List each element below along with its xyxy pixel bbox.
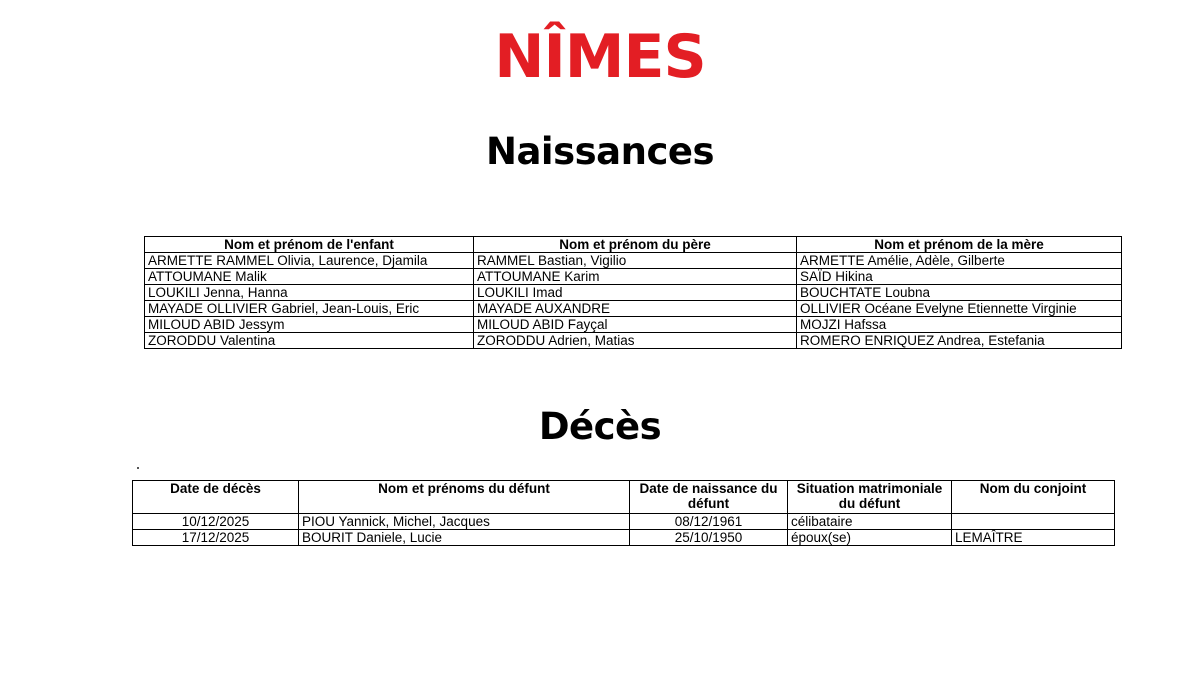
mother-name-cell: OLLIVIER Océane Evelyne Etiennette Virginie	[797, 301, 1122, 317]
father-name-cell: ZORODDU Adrien, Matias	[474, 333, 797, 349]
table-row	[145, 285, 1122, 301]
deaths-col-marital: Situation matrimoniale du défunt	[788, 481, 952, 514]
births-table	[144, 236, 1122, 349]
table-row	[145, 317, 1122, 333]
child-name-cell: LOUKILI Jenna, Hanna	[145, 285, 474, 301]
births-col-child: Nom et prénom de l'enfant	[145, 237, 474, 253]
mother-name-cell: ROMERO ENRIQUEZ Andrea, Estefania	[797, 333, 1122, 349]
births-section-title: Naissances	[485, 130, 715, 173]
child-name-cell: MILOUD ABID Jessym	[145, 317, 474, 333]
spouse-name-cell	[952, 514, 1115, 530]
births-col-father: Nom et prénom du père	[474, 237, 797, 253]
table-row	[145, 253, 1122, 269]
birth-date-cell: 25/10/1950	[630, 530, 788, 546]
deaths-col-date: Date de décès	[133, 481, 299, 514]
father-name-cell: MILOUD ABID Fayçal	[474, 317, 797, 333]
deceased-name-cell: PIOU Yannick, Michel, Jacques	[299, 514, 630, 530]
father-name-cell: RAMMEL Bastian, Vigilio	[474, 253, 797, 269]
deaths-col-name: Nom et prénoms du défunt	[299, 481, 630, 514]
death-date-cell: 17/12/2025	[133, 530, 299, 546]
spouse-name-cell: LEMAÎTRE	[952, 530, 1115, 546]
table-row	[145, 301, 1122, 317]
births-col-mother: Nom et prénom de la mère	[797, 237, 1122, 253]
table-row	[133, 530, 1115, 546]
father-name-cell: ATTOUMANE Karim	[474, 269, 797, 285]
births-header-row	[145, 237, 1122, 253]
table-row	[145, 333, 1122, 349]
table-row	[133, 514, 1115, 530]
child-name-cell: ATTOUMANE Malik	[145, 269, 474, 285]
deaths-header-row	[133, 481, 1115, 514]
child-name-cell: ZORODDU Valentina	[145, 333, 474, 349]
stray-dot	[137, 467, 139, 469]
father-name-cell: MAYADE AUXANDRE	[474, 301, 797, 317]
marital-status-cell: célibataire	[788, 514, 952, 530]
deaths-table	[132, 480, 1115, 546]
child-name-cell: ARMETTE RAMMEL Olivia, Laurence, Djamila	[145, 253, 474, 269]
deaths-section-title: Décès	[538, 405, 662, 448]
mother-name-cell: BOUCHTATE Loubna	[797, 285, 1122, 301]
child-name-cell: MAYADE OLLIVIER Gabriel, Jean-Louis, Eric	[145, 301, 474, 317]
birth-date-cell: 08/12/1961	[630, 514, 788, 530]
death-date-cell: 10/12/2025	[133, 514, 299, 530]
deaths-col-spouse: Nom du conjoint	[952, 481, 1115, 514]
mother-name-cell: ARMETTE Amélie, Adèle, Gilberte	[797, 253, 1122, 269]
table-row	[145, 269, 1122, 285]
deceased-name-cell: BOURIT Daniele, Lucie	[299, 530, 630, 546]
marital-status-cell: époux(se)	[788, 530, 952, 546]
mother-name-cell: SAÏD Hikina	[797, 269, 1122, 285]
father-name-cell: LOUKILI Imad	[474, 285, 797, 301]
mother-name-cell: MOJZI Hafssa	[797, 317, 1122, 333]
deaths-col-birthdate: Date de naissance du défunt	[630, 481, 788, 514]
nimes-logo: NÎMES	[494, 22, 706, 92]
